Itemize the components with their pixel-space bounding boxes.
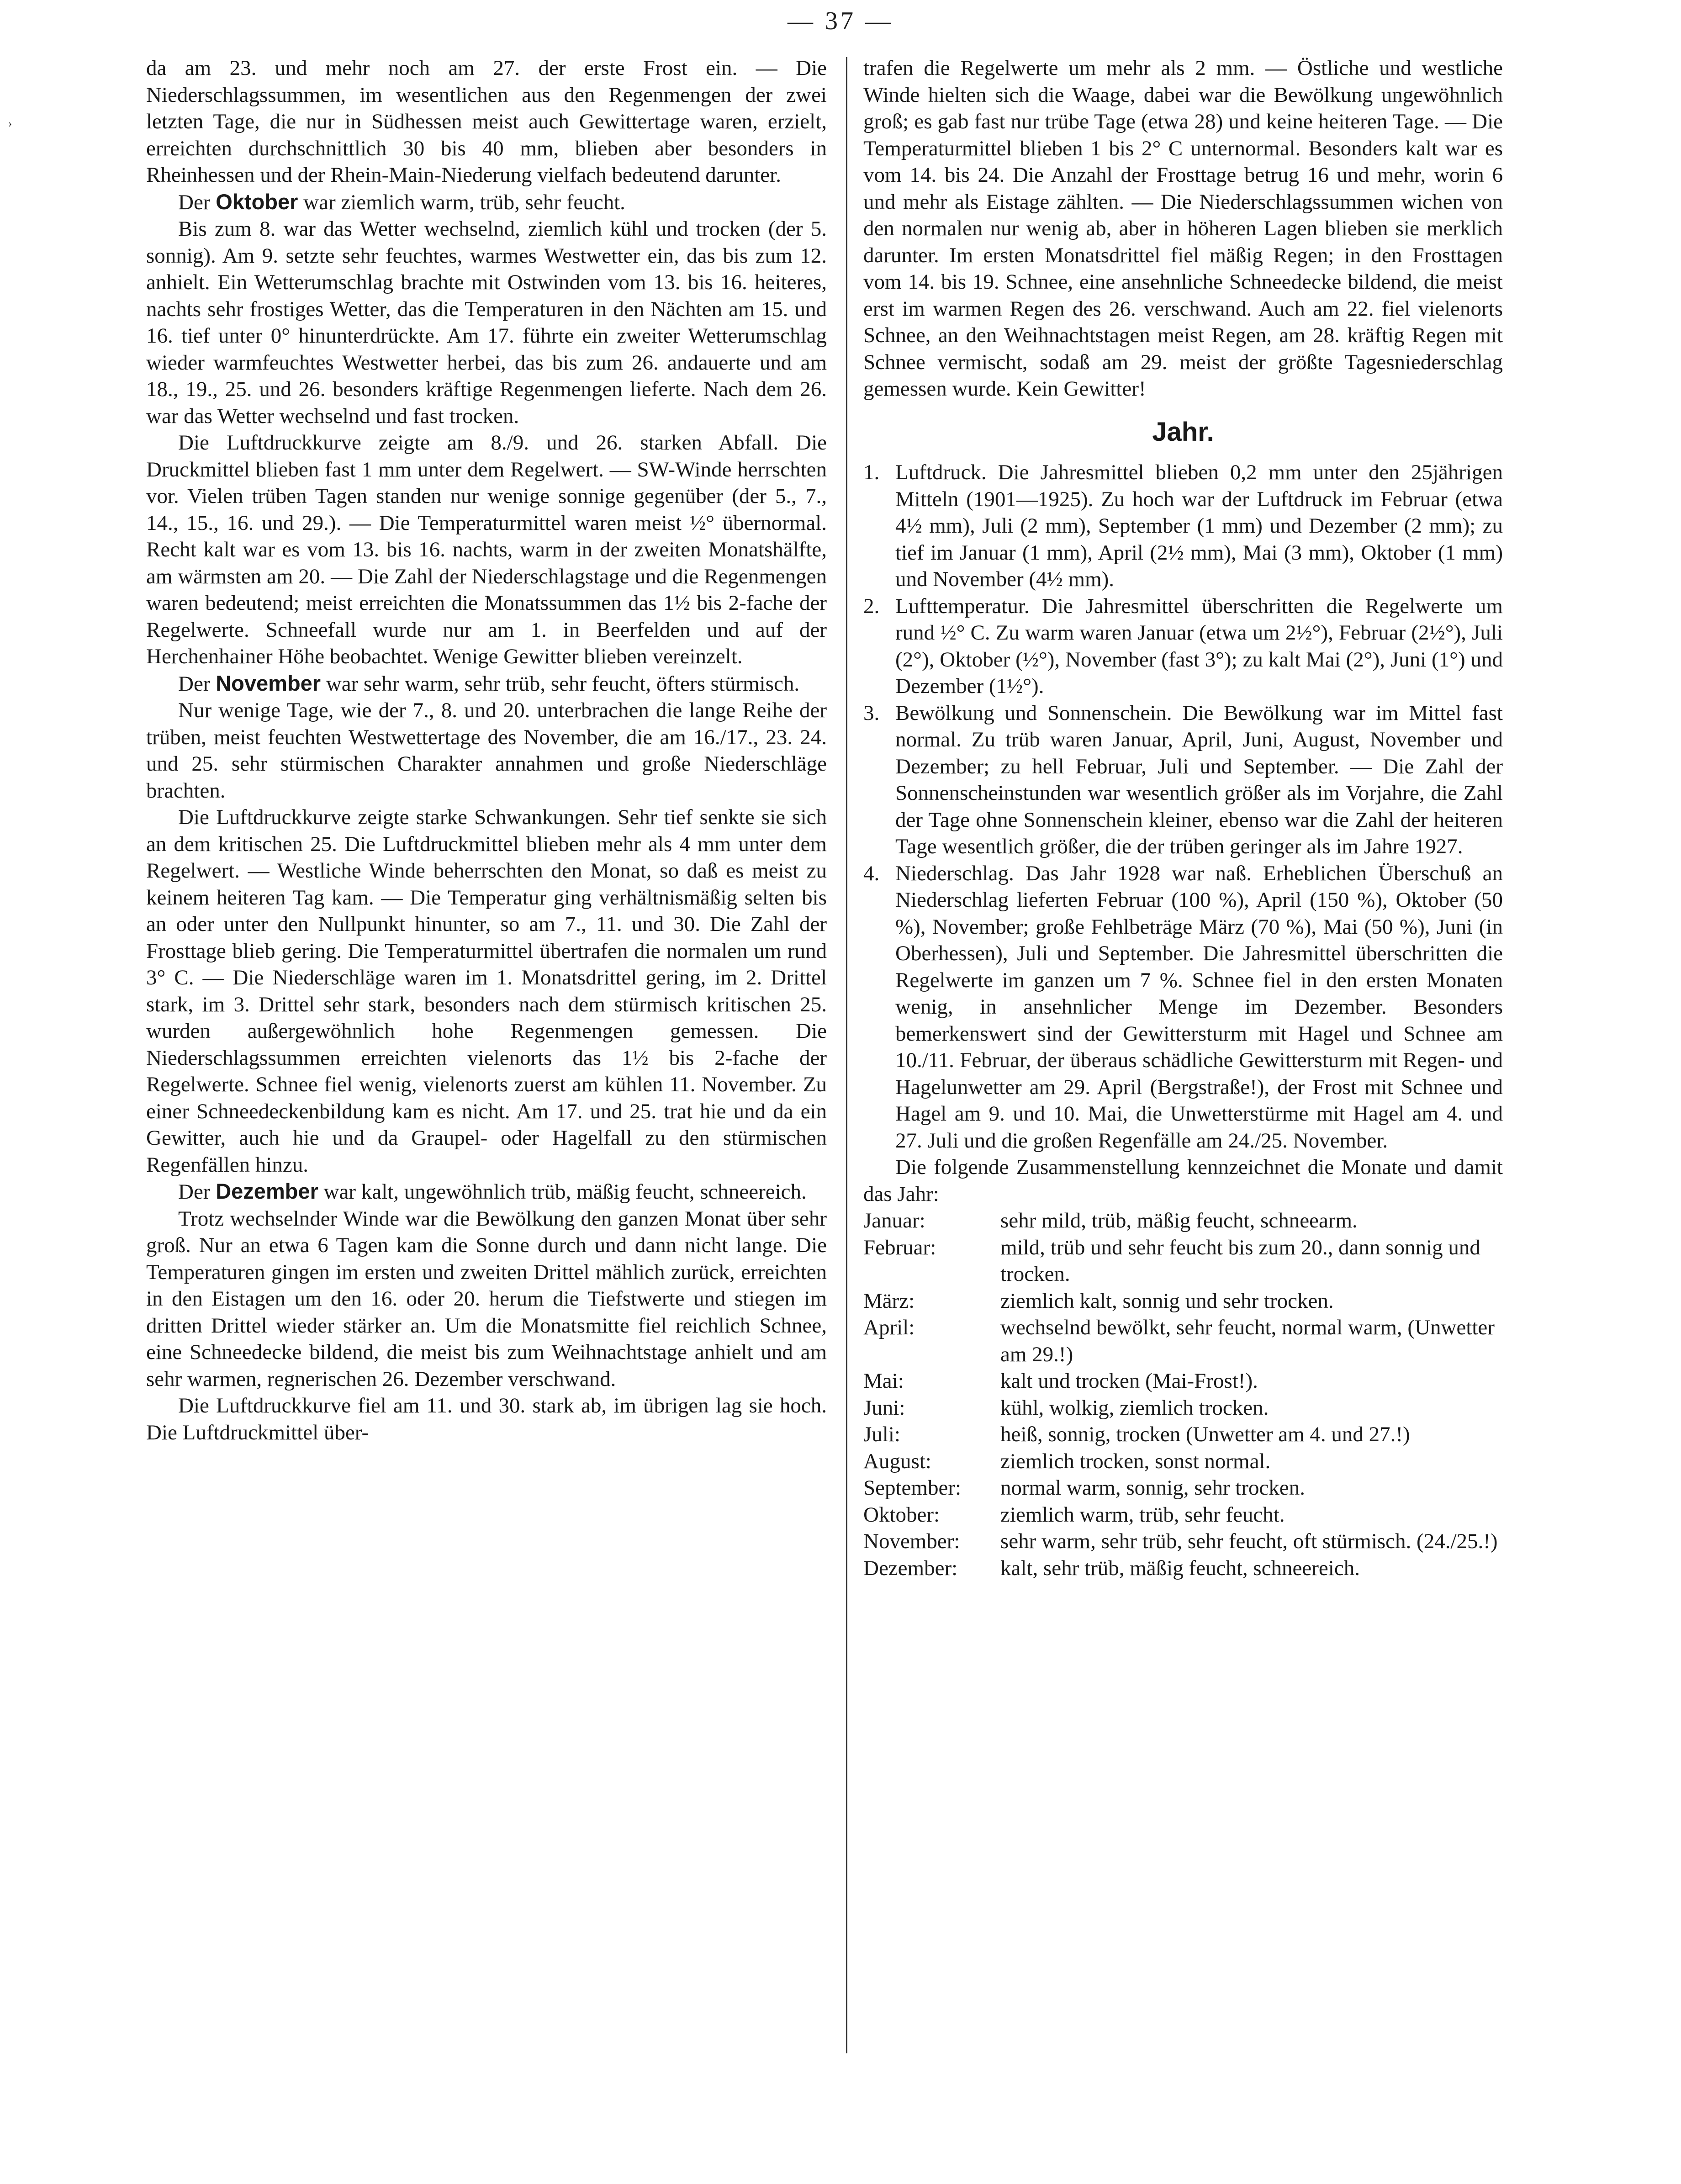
summary-row — [863, 1421, 1503, 1448]
item-text: Niederschlag. Das Jahr 1928 war naß. Erheblichen Überschuß an Niederschlag lieferten Februar (100 %), April (150 %), Oktober (50 %), November; große Fehlbeträge März (70 %), Mai (50 %), Juni (in Oberhessen), Juli und September. Die Jahresmittel überschritten die Regelwerte im ganzen um 7 %. Schnee fiel in den ersten Monaten wenig, in ansehnlicher Menge im Dezember. Besonders bemerkenswert sind der Gewittersturm mit Hagel und Schnee am 10./11. Februar, der überaus schädliche Gewittersturm mit Regen- und Hagelunwetter am 29. April (Bergstraße!), der Frost mit Schnee und Hagel am 9. und 10. Mai, die Unwetterstürme mit Hagel am 4. und 27. Juli und die großen Regenfälle am 24./25. November. — [895, 861, 1503, 1153]
summary-row — [863, 1207, 1503, 1234]
item-number: 3. — [863, 701, 880, 725]
section-heading: Jahr. — [1152, 417, 1214, 447]
summary-row — [863, 1448, 1503, 1475]
summary-desc: wechselnd bewölkt, sehr feucht, normal warm, (Unwetter am 29.!) — [1000, 1316, 1495, 1366]
summary-desc: ziemlich kalt, sonnig und sehr trocken. — [1000, 1289, 1334, 1313]
summary-month: Januar: — [863, 1209, 925, 1232]
item-number: 2. — [863, 594, 880, 618]
summary-row — [863, 1475, 1503, 1502]
november-intro-pre: Der — [178, 672, 216, 696]
summary-month: Februar: — [863, 1235, 936, 1259]
month-dezember: Dezember — [216, 1179, 318, 1203]
paragraph: Nur wenige Tage, wie der 7., 8. und 20. unterbrachen die lange Reihe der trüben, meist feuchten Westwettertage des November, die am 16./17., 23. 24. und 25. sehr stürmischen Charakter annahmen und große Niederschläge brachten. — [146, 698, 827, 803]
month-oktober: Oktober — [216, 189, 298, 214]
list-item — [863, 593, 1503, 700]
oktober-intro — [146, 189, 827, 216]
summary-row — [863, 1368, 1503, 1395]
summary-desc: ziemlich trocken, sonst normal. — [1000, 1449, 1271, 1473]
summary-desc: kalt und trocken (Mai-Frost!). — [1000, 1369, 1258, 1393]
summary-row — [863, 1528, 1503, 1555]
summary-desc: heiß, sonnig, trocken (Unwetter am 4. und 27.!) — [1000, 1423, 1410, 1446]
summary-month: August: — [863, 1449, 931, 1473]
right-column — [863, 55, 1503, 1581]
paragraph: da am 23. und mehr noch am 27. der erste Frost ein. — Die Niederschlagssummen, im wesentlichen aus den Regenmengen der zwei letzten Tage, die nur in Südhessen meist auch Gewittertage waren, erzielt, erreichten durchschnittlich 30 bis 40 mm, blieben aber besonders in Rheinhessen und der Rhein-Main-Niederung vielfach bedeutend darunter. — [146, 56, 827, 187]
paragraph: Die Luftdruckkurve zeigte starke Schwankungen. Sehr tief senkte sie sich an dem kritischen 25. Die Luftdruckmittel blieben mehr als 4 mm unter dem Regelwert. — Westliche Winde beherrschten den Monat, so daß es meist zu keinem heiteren Tag kam. — Die Temperatur ging verhältnismäßig selten bis an oder unter den Nullpunkt hinunter, so am 7., 11. und 30. Die Zahl der Frosttage blieb gering. Die Temperaturmittel übertrafen die normalen um rund 3° C. — Die Niederschläge waren im 1. Monatsdrittel gering, im 2. Drittel stark, im 3. Drittel sehr stark, besonders nach dem stürmisch kritischen 25. wurden außergewöhnlich hohe Regenmengen gemessen. Die Niederschlagssummen erreichten vielenorts das 1½ bis 2-fache der Regelwerte. Schnee fiel wenig, vielenorts zuerst am kühlen 11. November. Zu einer Schneedeckenbildung kam es nicht. Am 17. und 25. trat hie und da ein Gewitter, auch hie und da Graupel- oder Hagelfall zu den stürmischen Regenfällen hinzu. — [146, 805, 827, 1177]
column-divider — [846, 57, 847, 2053]
summary-month: März: — [863, 1289, 915, 1313]
paragraph: Trotz wechselnder Winde war die Bewölkung den ganzen Monat über sehr groß. Nur an etwa 6 Tagen kam die Sonne durch und dann nicht lange. Die Temperaturen gingen im ersten und zweiten Drittel mählich zurück, erreichten in den Eistagen um den 16. oder 20. herum die Tiefstwerte und stiegen im dritten Drittel wieder stärker an. Um die Monatsmitte fiel reichlich Schnee, eine Schneedecke bildend, die meist bis zum Weihnachtstage anhielt und am sehr warmen, regnerischen 26. Dezember verschwand. — [146, 1206, 827, 1391]
dezember-intro-pre: Der — [178, 1180, 216, 1204]
summary-row — [863, 1234, 1503, 1288]
item-number: 1. — [863, 460, 880, 484]
summary-row — [863, 1555, 1503, 1582]
summary-desc: sehr warm, sehr trüb, sehr feucht, oft stürmisch. (24./25.!) — [1000, 1529, 1498, 1553]
paragraph: Bis zum 8. war das Wetter wechselnd, ziemlich kühl und trocken (der 5. sonnig). Am 9. setzte sehr feuchtes, warmes Westwetter ein, das bis zum 12. anhielt. Ein Wetterumschlag brachte mit Ostwinden vom 13. bis 16. heiteres, nachts sehr frostiges Wetter, das die Temperaturen in den Nächten am 15. und 16. tief unter 0° hinunterdrückte. Am 17. führte ein zweiter Wetterumschlag wieder warmfeuchtes Westwetter herbei, das bis zum 26. andauerte und am 18., 19., 25. und 26. besonders kräftige Regenmengen lieferte. Nach dem 26. war das Wetter wechselnd und fast trocken. — [146, 217, 827, 428]
summary-desc: mild, trüb und sehr feucht bis zum 20., dann sonnig und trocken. — [1000, 1235, 1480, 1286]
month-summary — [863, 1207, 1503, 1581]
november-intro-post: war sehr warm, sehr trüb, sehr feucht, öfters stürmisch. — [321, 672, 800, 696]
summary-row — [863, 1395, 1503, 1422]
summary-desc: normal warm, sonnig, sehr trocken. — [1000, 1476, 1305, 1500]
summary-row — [863, 1314, 1503, 1368]
list-item — [863, 459, 1503, 593]
november-intro — [146, 670, 827, 698]
dezember-intro-post: war kalt, ungewöhnlich trüb, mäßig feucht, schneereich. — [318, 1180, 807, 1204]
dezember-intro — [146, 1178, 827, 1206]
summary-month: Oktober: — [863, 1502, 940, 1527]
list-item — [863, 860, 1503, 1154]
left-column — [146, 55, 827, 1446]
summary-month: November: — [863, 1529, 960, 1553]
summary-intro: Die folgende Zusammenstellung kennzeichnet die Monate und damit das Jahr: — [863, 1155, 1503, 1206]
summary-desc: kalt, sehr trüb, mäßig feucht, schneereich. — [1000, 1556, 1360, 1580]
summary-desc: ziemlich warm, trüb, sehr feucht. — [1000, 1502, 1285, 1527]
page-number: — 37 — — [788, 7, 893, 35]
numbered-list — [863, 459, 1503, 1154]
oktober-intro-post: war ziemlich warm, trüb, sehr feucht. — [298, 190, 625, 214]
summary-month: Mai: — [863, 1369, 904, 1393]
item-text: Bewölkung und Sonnenschein. Die Bewölkung war im Mittel fast normal. Zu trüb waren Januar, April, Juni, August, November und Dezember; zu hell Februar, Juli und September. — Die Zahl der Sonnenscheinstunden war wesentlich größer als im Vorjahre, die Zahl der Tage ohne Sonnenschein kleiner, ebenso war die Zahl der heiteren Tage wesentlich größer, die der trüben geringer als im Jahre 1927. — [895, 701, 1503, 858]
item-text: Lufttemperatur. Die Jahresmittel überschritten die Regelwerte um rund ½° C. Zu warm waren Januar (etwa um 2½°), Februar (2½°), Juli (2°), Oktober (½°), November (fast 3°); zu kalt Mai (2°), Juni (1°) und Dezember (1½°). — [895, 594, 1503, 698]
summary-desc: kühl, wolkig, ziemlich trocken. — [1000, 1396, 1269, 1420]
summary-month: Juni: — [863, 1396, 905, 1420]
margin-mark: › — [8, 118, 12, 130]
item-number: 4. — [863, 861, 880, 885]
paragraph: Die Luftdruckkurve fiel am 11. und 30. stark ab, im übrigen lag sie hoch. Die Luftdruckmittel über- — [146, 1394, 827, 1444]
month-november: November — [216, 671, 321, 695]
oktober-intro-pre: Der — [178, 190, 216, 214]
paragraph: Die Luftdruckkurve zeigte am 8./9. und 26. starken Abfall. Die Druckmittel blieben fast 1 mm unter dem Regelwert. — SW-Winde herrschten vor. Vielen trüben Tagen standen nur wenige sonnige gegenüber (der 5., 7., 14., 15., 16. und 29.). — Die Temperaturmittel waren meist ½° übernormal. Recht kalt war es vom 13. bis 16. nachts, warm in der zweiten Monatshälfte, am wärmsten am 20. — Die Zahl der Niederschlagstage und die Regenmengen waren bedeutend; meist erreichten die Monatssummen das 1½ bis 2-fache der Regelwerte. Schneefall wurde nur am 1. in Beerfelden und auf der Herchenhainer Höhe beobachtet. Wenige Gewitter blieben vereinzelt. — [146, 431, 827, 668]
summary-month: Dezember: — [863, 1556, 958, 1580]
summary-desc: sehr mild, trüb, mäßig feucht, schneearm. — [1000, 1209, 1358, 1232]
list-item — [863, 700, 1503, 860]
summary-month: Juli: — [863, 1423, 900, 1446]
item-text: Luftdruck. Die Jahresmittel blieben 0,2 mm unter den 25jährigen Mitteln (1901—1925). Zu hoch war der Luftdruck im Februar (etwa 4½ mm), Juli (2 mm), September (1 mm) und Dezember (2 mm); zu tief im Januar (1 mm), April (2½ mm), Mai (3 mm), Oktober (1 mm) und November (4½ mm). — [895, 460, 1503, 591]
summary-month: September: — [863, 1476, 962, 1500]
summary-row — [863, 1288, 1503, 1315]
paragraph: trafen die Regelwerte um mehr als 2 mm. — Östliche und westliche Winde hielten sich die Waage, dabei war die Bewölkung ungewöhnlich groß; es gab fast nur trübe Tage (etwa 28) und keine heiteren Tage. — Die Temperaturmittel blieben 1 bis 2° C unternormal. Besonders kalt war es vom 14. bis 24. Die Anzahl der Frosttage betrug 16 und mehr, worin 6 und mehr als Eistage zählten. — Die Niederschlagssummen wichen von den normalen nur wenig ab, aber in höheren Lagen blieben sie merklich darunter. Im ersten Monatsdrittel fiel mäßig Regen; in den Frosttagen vom 14. bis 19. Schnee, eine ansehnliche Schneedecke bildend, die meist erst im warmen Regen des 26. verschwand. Auch am 22. fiel vielenorts Schnee, an den Weihnachtstagen meist Regen, am 28. kräftig Regen mit Schnee vermischt, sodaß am 29. meist der größte Tagesniederschlag gemessen wurde. Kein Gewitter! — [863, 56, 1503, 401]
summary-row — [863, 1502, 1503, 1528]
summary-month: April: — [863, 1316, 915, 1339]
